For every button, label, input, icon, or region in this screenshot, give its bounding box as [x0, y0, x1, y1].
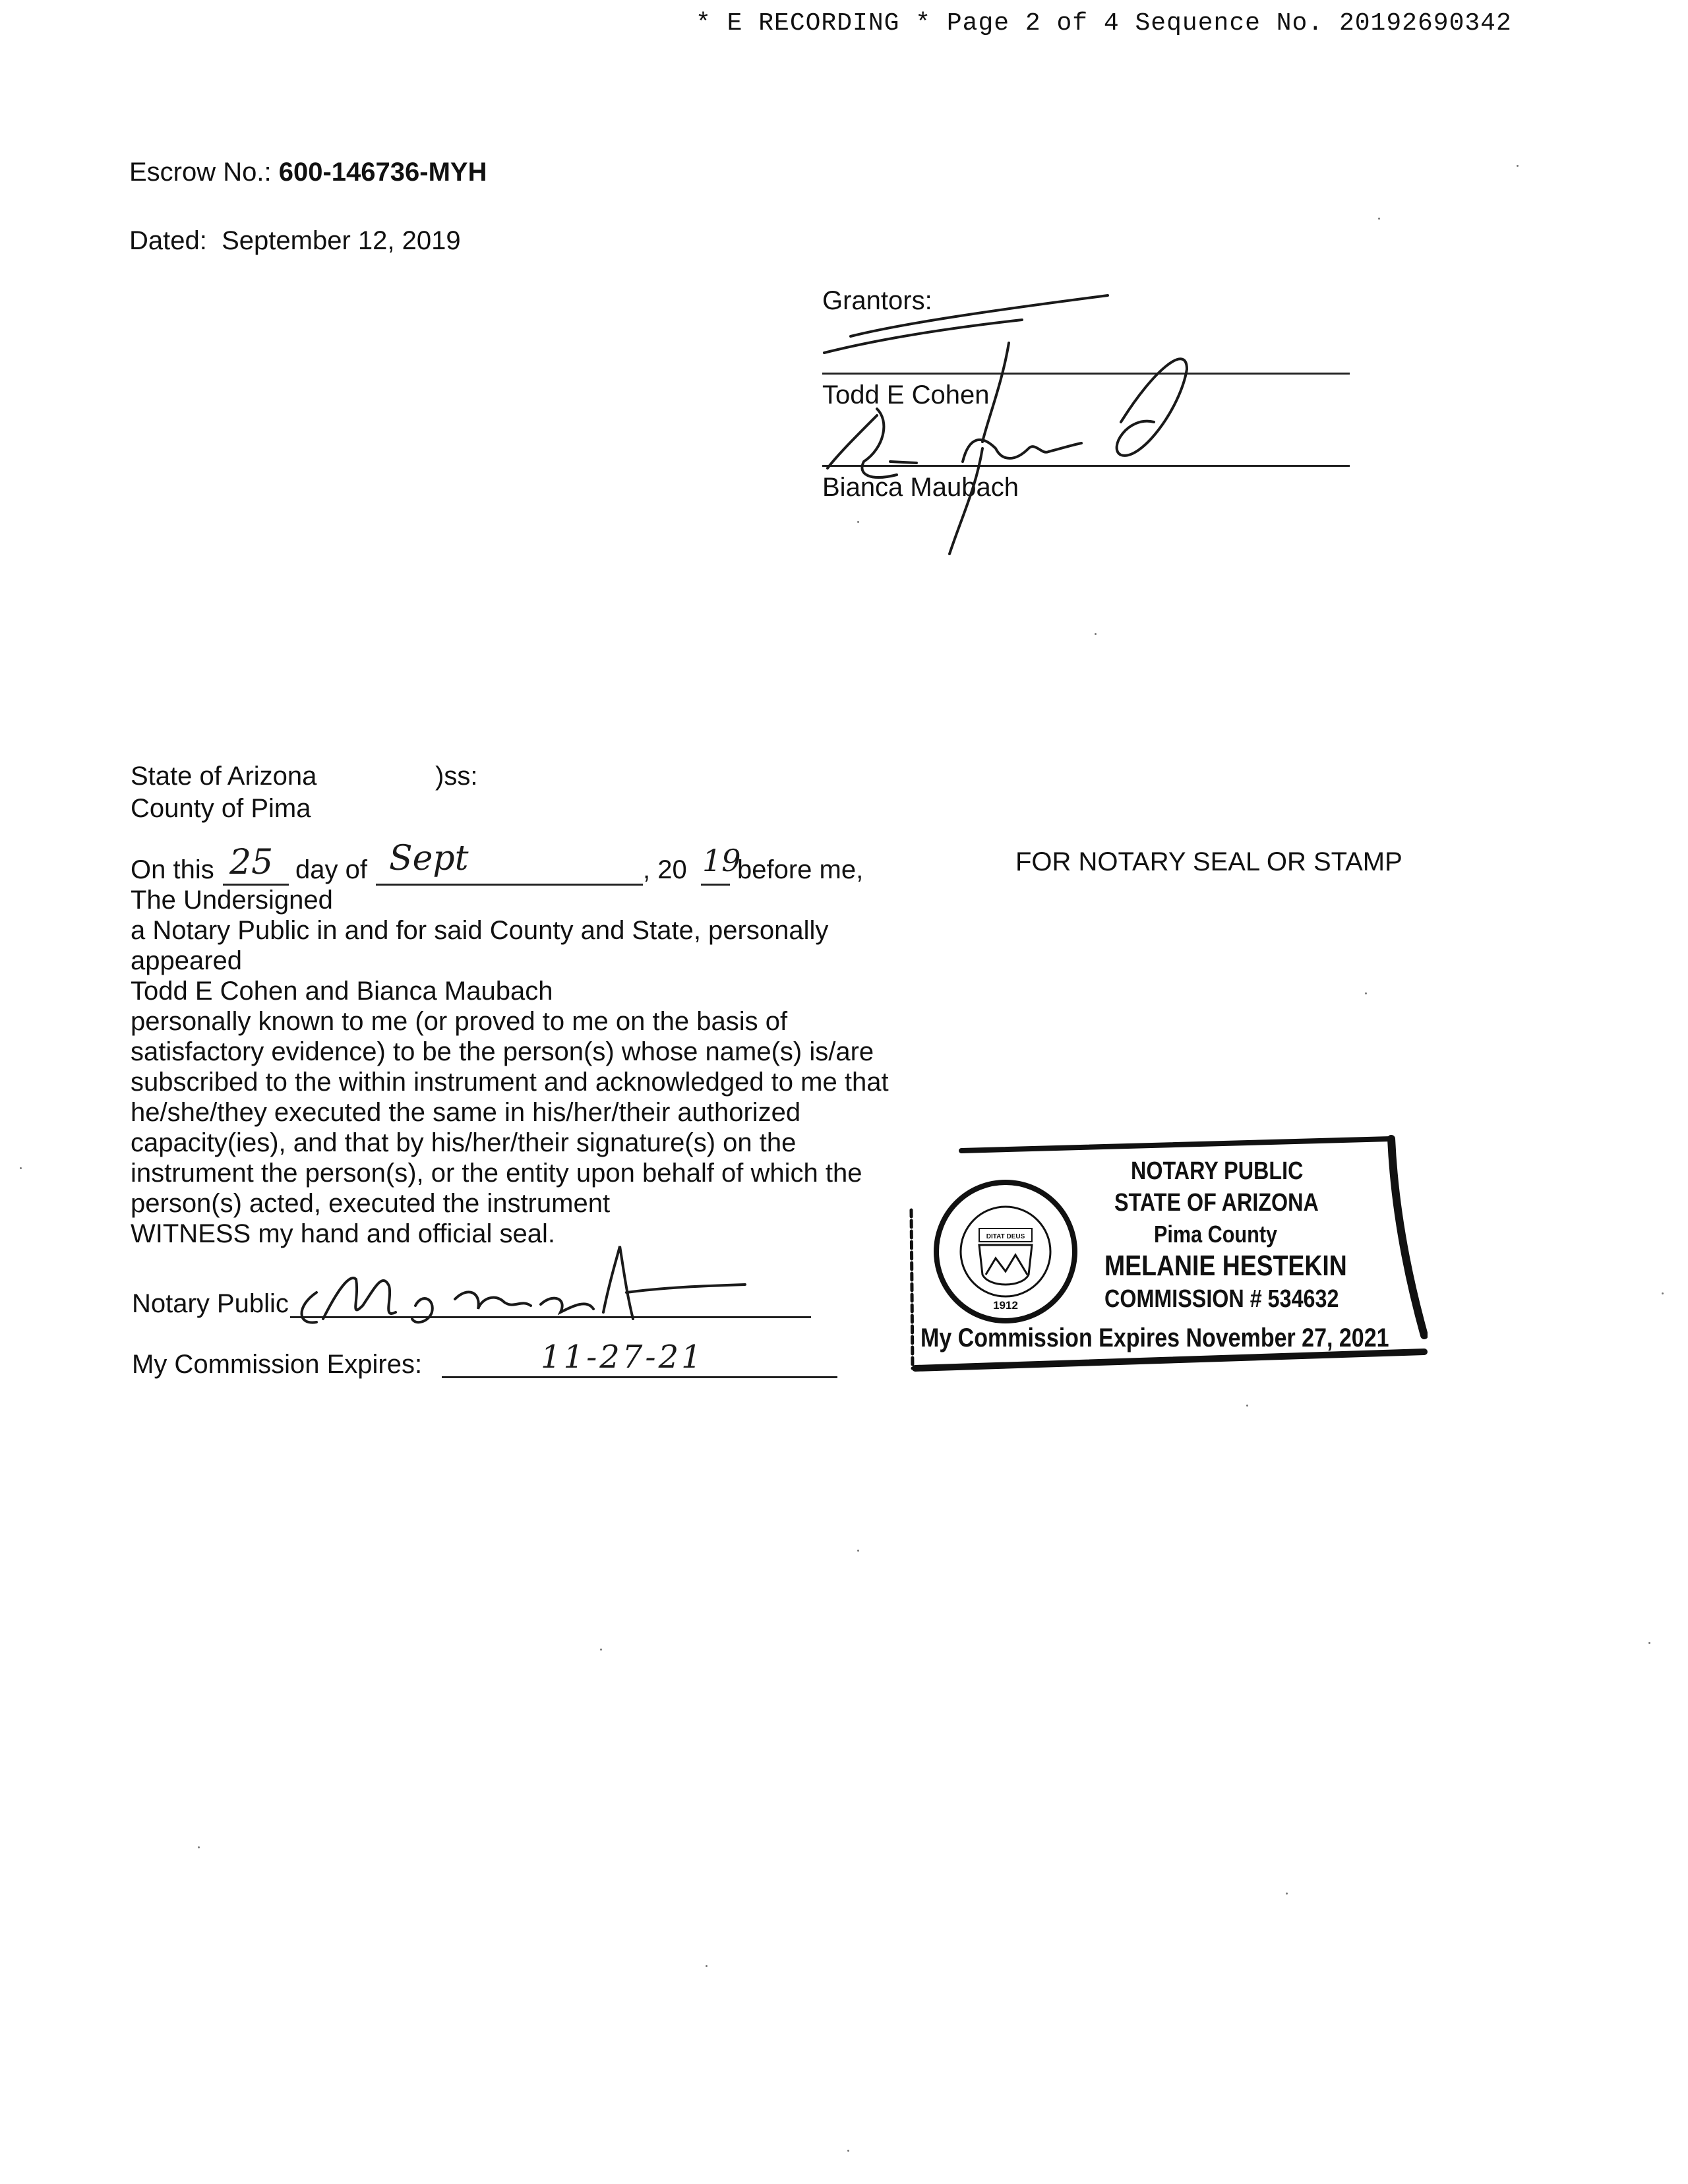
stamp-line-2: STATE OF ARIZONA	[1114, 1189, 1319, 1217]
year-blank-line	[701, 884, 730, 886]
month-handwritten: Sept	[389, 839, 469, 878]
scan-speck	[1246, 1405, 1248, 1407]
grantors-heading: Grantors:	[822, 286, 932, 315]
ack-line-9: instrument the person(s), or the entity upon behalf of which the	[131, 1159, 862, 1188]
grantor-signatures	[811, 290, 1240, 567]
recording-header: * E RECORDING * Page 2 of 4 Sequence No. 20192690342	[696, 9, 1512, 38]
seal-area-label: FOR NOTARY SEAL OR STAMP	[1015, 847, 1402, 876]
county-label: County of Pima	[131, 794, 311, 823]
scan-speck	[1365, 992, 1367, 994]
ack-line-4: personally known to me (or proved to me on the basis of	[131, 1007, 788, 1036]
notary-signature	[284, 1227, 758, 1332]
year-prefix: , 20	[643, 855, 687, 884]
state-label: State of Arizona	[131, 762, 317, 791]
commission-expires-label: My Commission Expires:	[132, 1350, 423, 1379]
notary-stamp	[903, 1131, 1428, 1381]
dated-line	[129, 226, 461, 256]
scan-speck	[1286, 1893, 1288, 1895]
ss-mark: )ss:	[435, 762, 478, 791]
dated-label: Dated:	[129, 226, 207, 255]
scan-speck	[600, 1649, 602, 1651]
stamp-line-1: NOTARY PUBLIC	[1131, 1157, 1304, 1185]
dated-value: September 12, 2019	[222, 226, 461, 255]
stamp-line-6: My Commission Expires November 27, 2021	[920, 1323, 1389, 1352]
seal-year: 1912	[993, 1299, 1018, 1312]
stamp-line-5: COMMISSION # 534632	[1104, 1285, 1339, 1313]
ack-line-5: satisfactory evidence) to be the person(s) whose name(s) is/are	[131, 1037, 874, 1066]
ack-line-8: capacity(ies), and that by his/her/their signature(s) on the	[131, 1128, 797, 1157]
stamp-line-4: MELANIE HESTEKIN	[1104, 1250, 1347, 1282]
on-this-label: On this	[131, 855, 214, 884]
escrow-number: 600-146736-MYH	[278, 158, 487, 187]
grantor-name-2: Bianca Maubach	[822, 473, 1019, 502]
scan-speck	[857, 1550, 859, 1552]
escrow-label: Escrow No.:	[129, 158, 272, 187]
month-blank-line	[376, 884, 643, 886]
scan-speck	[1378, 218, 1380, 220]
scan-speck	[198, 1846, 200, 1848]
ack-line-10: person(s) acted, executed the instrument	[131, 1189, 611, 1218]
ack-line-1: a Notary Public in and for said County and State, personally	[131, 916, 829, 945]
year-handwritten: 19	[702, 843, 741, 878]
notary-public-label: Notary Public	[132, 1289, 289, 1318]
day-of-label: day of	[295, 855, 367, 884]
scan-speck	[706, 1965, 708, 1967]
scan-speck	[857, 521, 859, 523]
before-me-label: before me,	[737, 855, 864, 884]
ack-line-2: appeared	[131, 946, 243, 975]
commission-blank-line	[442, 1376, 837, 1378]
escrow-line	[129, 157, 487, 187]
day-handwritten: 25	[229, 843, 274, 882]
ack-line-3: Todd E Cohen and Bianca Maubach	[131, 977, 553, 1006]
ack-line-11: WITNESS my hand and official seal.	[131, 1219, 555, 1248]
ack-line-7: he/she/they executed the same in his/her/their authorized	[131, 1098, 801, 1127]
scan-speck	[1095, 633, 1097, 635]
scan-speck	[1517, 165, 1519, 167]
scan-speck	[20, 1167, 22, 1169]
scan-speck	[847, 2150, 849, 2152]
scan-speck	[1662, 1292, 1664, 1294]
grantor-name-1: Todd E Cohen	[822, 380, 990, 410]
ack-line-6: subscribed to the within instrument and acknowledged to me that	[131, 1068, 889, 1097]
notary-name-line: The Undersigned	[131, 886, 333, 915]
stamp-line-3: Pima County	[1154, 1221, 1278, 1248]
commission-handwritten: 11-27-21	[541, 1339, 704, 1376]
seal-motto: DITAT DEUS	[986, 1233, 1025, 1240]
scan-speck	[1648, 1642, 1650, 1644]
state-seal	[930, 1176, 1081, 1327]
